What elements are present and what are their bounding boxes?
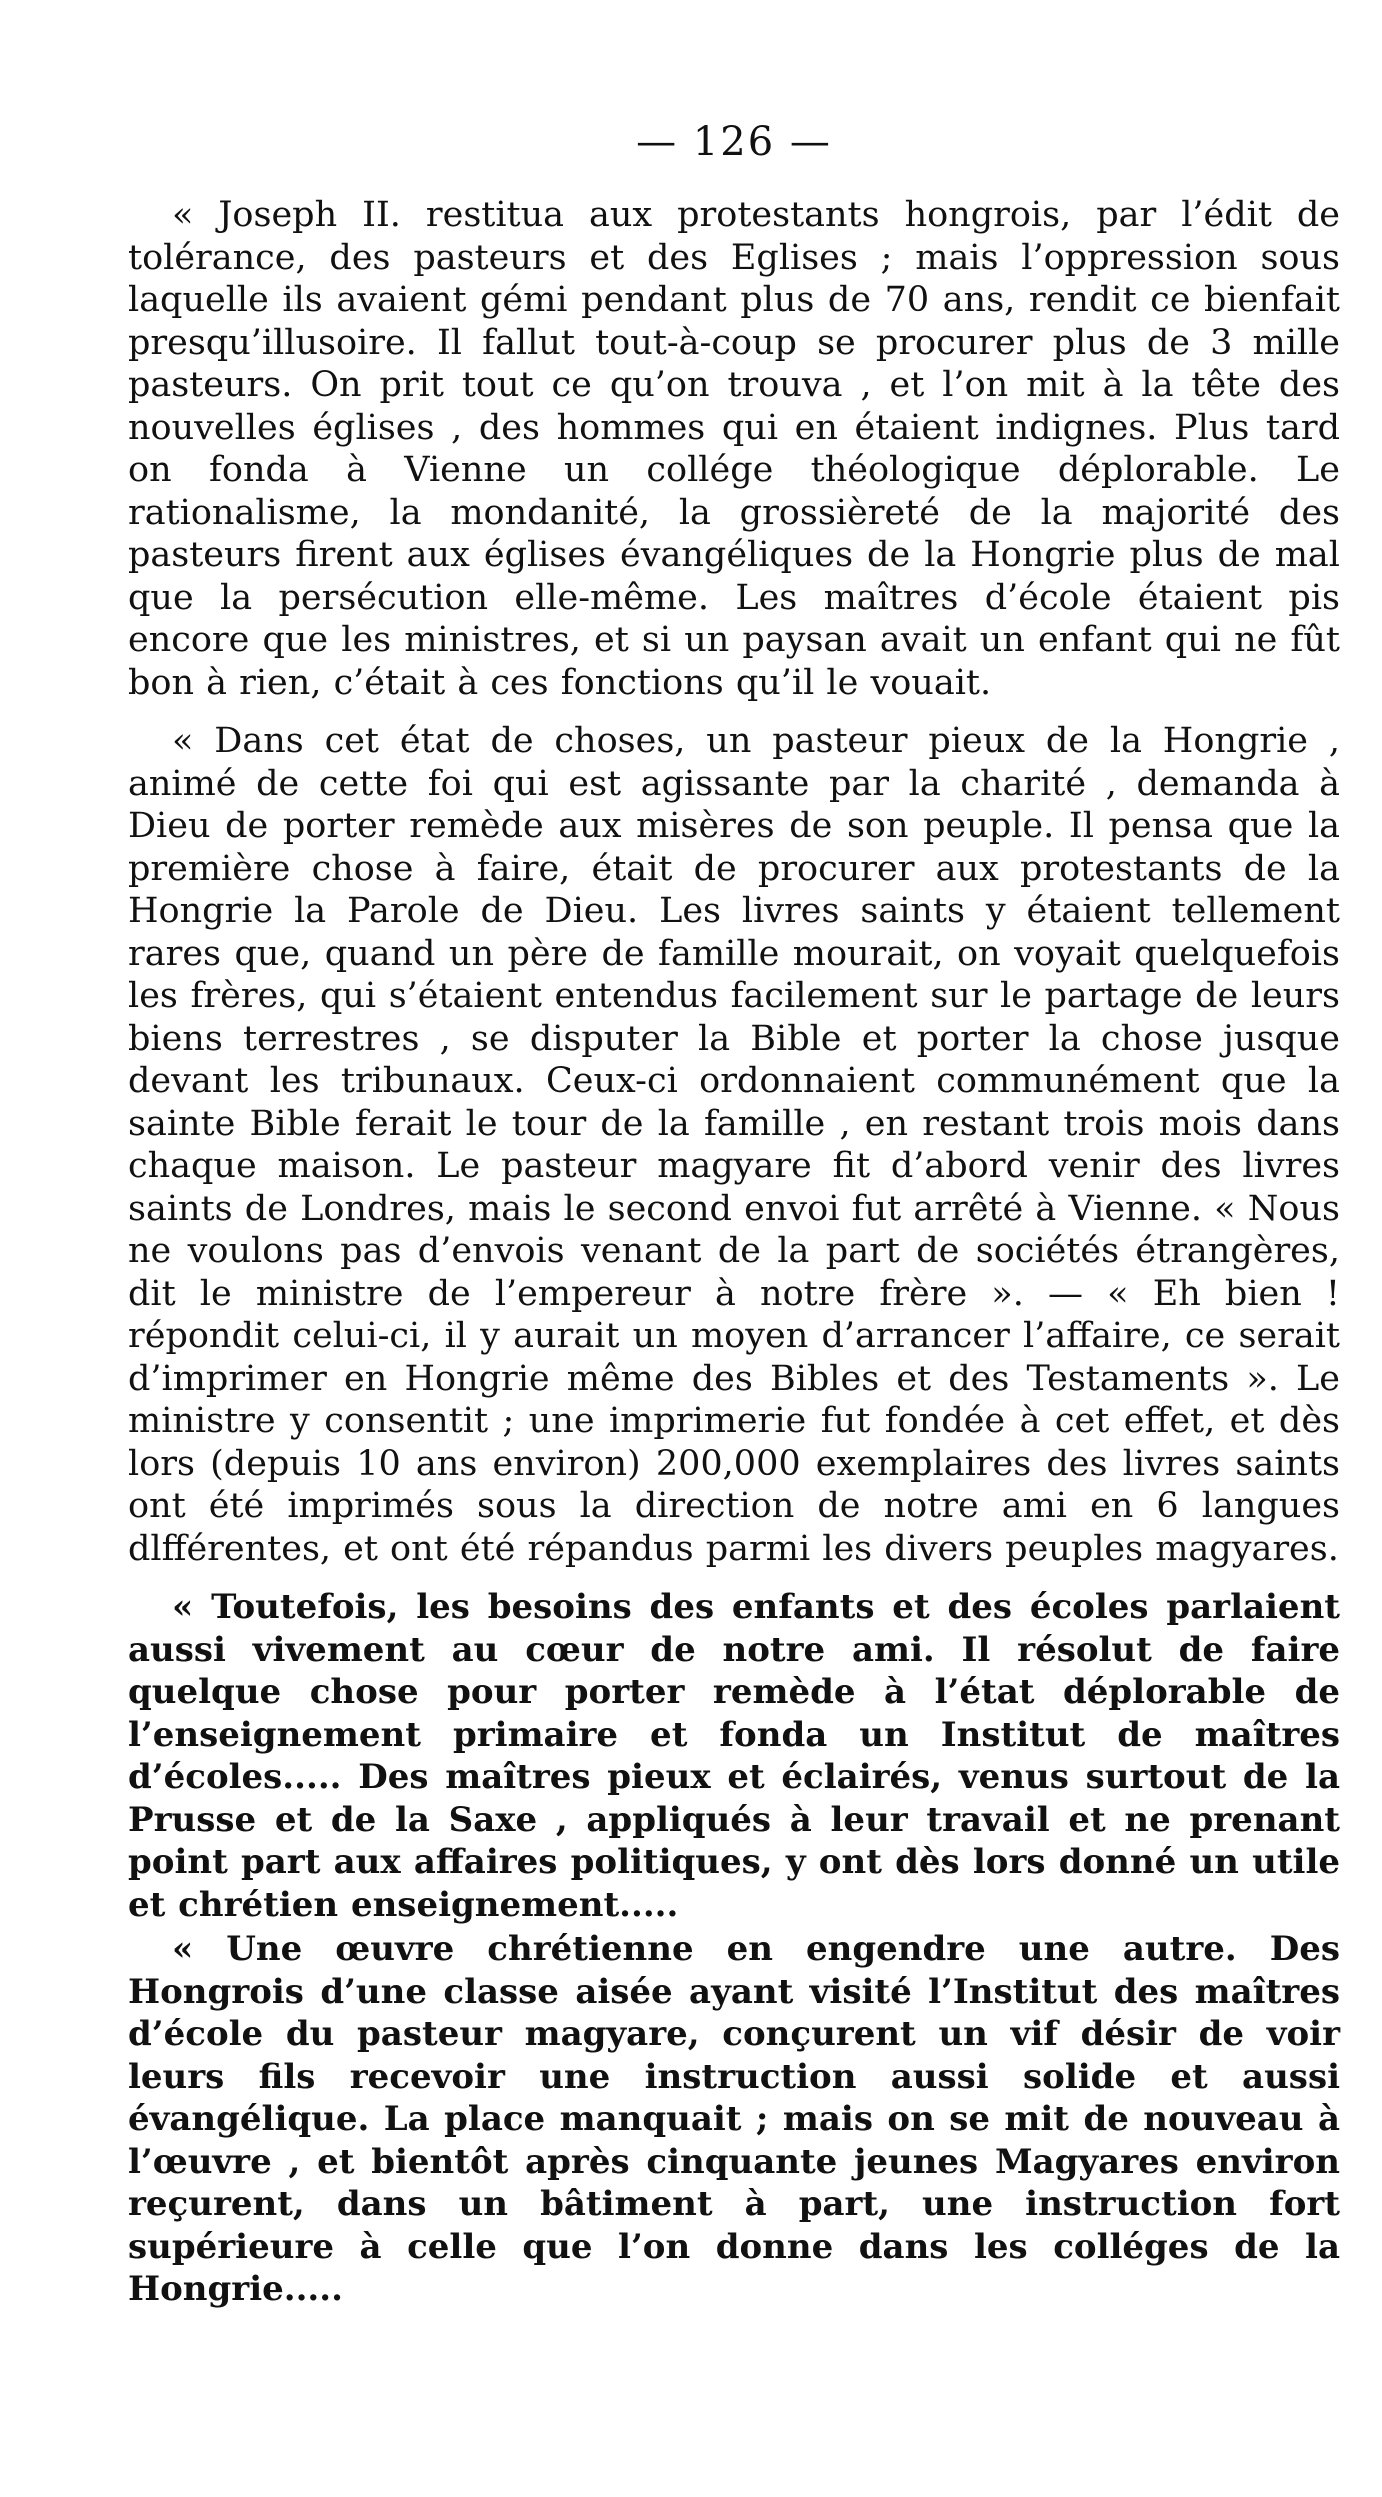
paragraph-joseph-ii: « Joseph II. restitua aux protestants hongrois, par l’édit de tolérance, des pasteurs et des Eglises ; mais l’oppression sous laquelle ils avaient gémi pendant plus de 70 ans, rendit ce bienfait presqu’illusoire. Il fallut tout-à-coup se procurer plus de 3 mille pasteurs. On prit tout ce qu’on trouva , et l’on mit à la tête des nouvelles églises , des hommes qui en étaient indignes. Plus tard on fonda à Vienne un collége théologique déplorable. Le rationalisme, la mondanité, la grossièreté de la majorité des pasteurs firent aux églises évangéliques de la Hongrie plus de mal que la persécution elle-même. Les maîtres d’école étaient pis encore que les ministres, et si un paysan avait un enfant qui ne fût bon à rien, c’était à ces fonctions qu’il le vouait.	[128, 195, 1340, 703]
paragraph-etat-de-choses: « Dans cet état de choses, un pasteur pieux de la Hongrie , animé de cette foi qui est agissante par la charité , demanda à Dieu de porter remède aux misères de son peuple. Il pensa que la première chose à faire, était de procurer aux protestants de la Hongrie la Parole de Dieu. Les livres saints y étaient tellement rares que, quand un père de famille mourait, on voyait quelquefois les frères, qui s’étaient entendus facilement sur le partage de leurs biens terrestres , se disputer la Bible et porter la chose jusque devant les tribunaux. Ceux-ci ordonnaient communément que la sainte Bible ferait le tour de la famille , en restant trois mois dans chaque maison. Le pasteur magyare fit d’abord venir des livres saints de Londres, mais le second envoi fut arrêté à Vienne. « Nous ne voulons pas d’envois venant de la part de sociétés étrangères, dit le ministre de l’empereur à notre frère ». — « Eh bien ! répondit celui-ci, il y aurait un moyen d’arrancer l’affaire, ce serait d’imprimer en Hongrie même des Bibles et des Testaments ». Le ministre y consentit ; une imprimerie fut fondée à cet effet, et dès lors (depuis 10 ans environ) 200,000 exemplaires des livres saints ont été imprimés sous la direction de notre ami en 6 langues dlfférentes, et ont été répandus parmi les divers peuples magyares.	[128, 721, 1340, 1569]
paragraph-toutefois: « Toutefois, les besoins des enfants et des écoles parlaient aussi vivement au cœur de notre ami. Il résolut de faire quelque chose pour porter remède à l’état déplorable de l’enseignement primaire et fonda un Institut de maîtres d’écoles..... Des maîtres pieux et éclairés, venus surtout de la Prusse et de la Saxe , appliqués à leur travail et ne prenant point part aux affaires politiques, y ont dès lors donné un utile et chrétien enseignement.....	[128, 1587, 1340, 1925]
page-number: — 126 —	[636, 119, 832, 165]
paragraph-oeuvre-chretienne: « Une œuvre chrétienne en engendre une autre. Des Hongrois d’une classe aisée ayant visité l’Institut des maîtres d’école du pasteur magyare, conçurent un vif désir de voir leurs fils recevoir une instruction aussi solide et aussi évangélique. La place manquait ; mais on se mit de nouveau à l’œuvre , et bientôt après cinquante jeunes Magyares environ reçurent, dans un bâtiment à part, une instruction fort supérieure à celle que l’on donne dans les colléges de la Hongrie.....	[128, 1929, 1340, 2309]
book-page	[128, 118, 1340, 2313]
